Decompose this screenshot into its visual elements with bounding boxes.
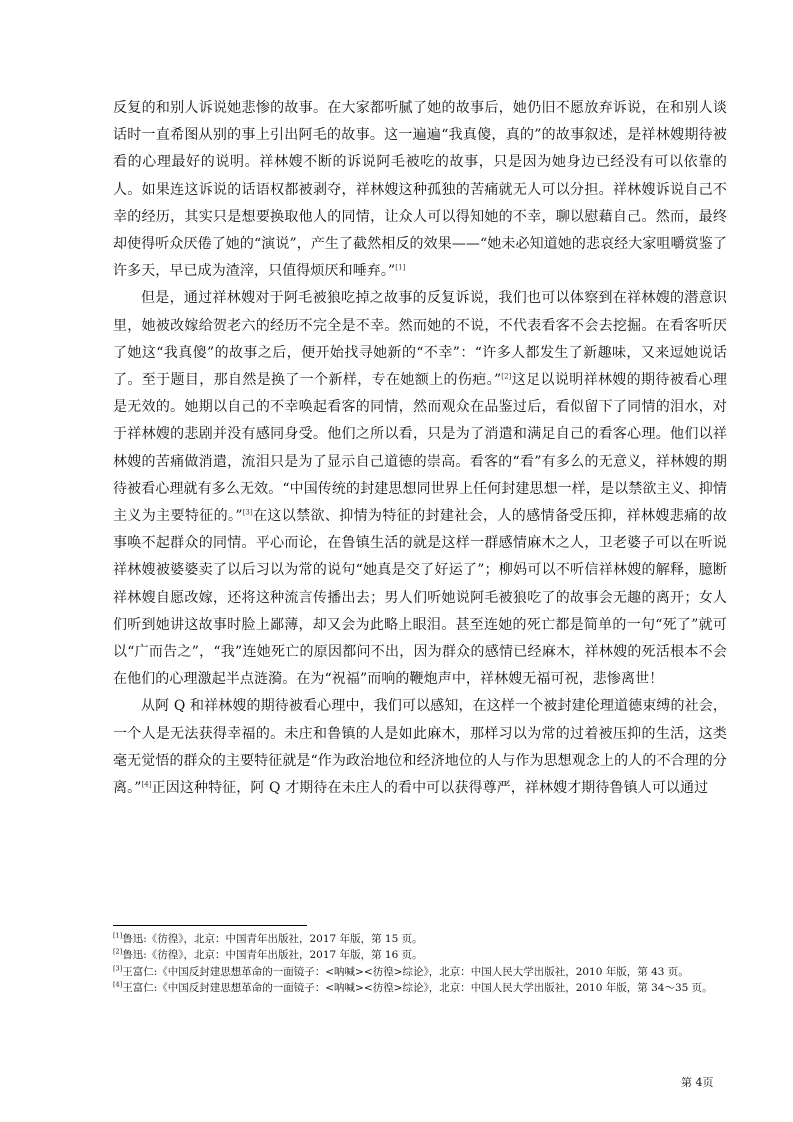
footnote-item <box>113 947 727 963</box>
footnotes <box>113 931 727 996</box>
paragraph-text: 在这以禁欲、抑情为特征的封建社会，人的感情备受压抑，祥林嫂悲痛的故事唤不起群众的同情。平心而论，在鲁镇生活的就是这样一群感情麻木之人，卫老婆子可以在听说祥林嫂被婆婆卖了以后习以为常的说句“她真是交了好运了”；柳妈可以不听信祥林嫂的解释，臆断祥林嫂自愿改嫁，还将这种流言传播出去；男人们听她说阿毛被狼吃了的故事会无趣的离开；女人们听到她讲这故事时脸上鄙薄，却又会为此略上眼泪。甚至连她的死亡都是简单的一句“死了”就可以“广而告之”，“我”连她死亡的原因都问不出，因为群众的感情已经麻木，祥林嫂的死活根本不会在他们的心理激起半点涟漪。在为“祝福”而响的鞭炮声中，祥林嫂无福可祝，悲惨离世！ <box>113 508 727 688</box>
paragraph-text: 反复的和别人诉说她悲惨的故事。在大家都听腻了她的故事后，她仍旧不愿放弃诉说，在和别人谈话时一直希图从别的事上引出阿毛的故事。这一遍遍“我真傻，真的”的故事叙述，是祥林嫂期待被看的心理最好的说明。祥林嫂不断的诉说阿毛被吃的故事，只是因为她身边已经没有可以依靠的人。如果连这诉说的话语权都被剥夺，祥林嫂这种孤独的苦痛就无人可以分担。祥林嫂诉说自己不幸的经历，其实只是想要换取他人的同情，让众人可以得知她的不幸，聊以慰藉自己。然而，最终却使得听众厌倦了她的“演说”，产生了截然相反的效果——“她未必知道她的悲哀经大家咀嚼赏鉴了许多天，早已成为渣滓，只值得烦厌和唾弃。” <box>113 100 727 280</box>
body-paragraph <box>113 285 727 693</box>
body-paragraph <box>113 693 727 802</box>
footnote-text: 王富仁:《中国反封建思想革命的一面镜子：<呐喊><彷徨>综论》，北京：中国人民大学出版社，2010 年版，第 34～35 页。 <box>122 981 713 994</box>
footnote-reference[interactable]: [1] <box>395 263 406 272</box>
body-paragraph <box>113 95 727 285</box>
footnote-item <box>113 980 727 996</box>
paragraph-text: 正因这种特征，阿 Q 才期待在未庄人的看中可以获得尊严，祥林嫂才期待鲁镇人可以通过 <box>151 780 709 797</box>
footnote-item <box>113 931 727 947</box>
footnote-reference[interactable]: [2] <box>501 372 512 381</box>
footnote-marker: [2] <box>113 947 123 956</box>
footnote-marker: [1] <box>113 931 123 940</box>
footnote-item <box>113 964 727 980</box>
footnote-marker: [3] <box>113 964 123 973</box>
body-text <box>113 95 727 802</box>
footnote-marker: [4] <box>113 980 123 989</box>
footnote-text: 鲁迅:《彷徨》，北京：中国青年出版社，2017 年版，第 15 页。 <box>122 933 423 945</box>
paragraph-text: 从阿 Q 和祥林嫂的期待被看心理中，我们可以感知，在这样一个被封建伦理道德束缚的社会，一个人是无法获得幸福的。未庄和鲁镇的人是如此麻木，那样习以为常的过着被压抑的生活，这类毫无觉悟的群众的主要特征就是“作为政治地位和经济地位的人与作为思想观念上的人的不合理的分离。” <box>113 698 727 797</box>
footnote-text: 鲁迅:《彷徨》，北京：中国青年出版社，2017 年版，第 16 页。 <box>122 949 423 962</box>
paragraph-text: 但是，通过祥林嫂对于阿毛被狼吃掉之故事的反复诉说，我们也可以体察到在祥林嫂的潜意识里，她被改嫁给贺老六的经历不完全是不幸。然而她的不说，不代表看客不会去挖掘。在看客听厌了她这“我真傻”的故事之后，便开始找寻她新的“不幸”：“许多人都发生了新趣味，又来逗她说话了。至于题目，那自然是换了一个新样，专在她额上的伤疤。” <box>113 290 727 389</box>
paragraph-text: 这足以说明祥林嫂的期待被看心理是无效的。她期以自己的不幸唤起看客的同情，然而观众在品鉴过后，看似留下了同情的泪水，对于祥林嫂的悲剧并没有感同身受。他们之所以看，只是为了消遣和满足自己的看客心理。他们以祥林嫂的苦痛做消遣，流泪只是为了显示自己道德的崇高。看客的“看”有多么的无意义，祥林嫂的期待被看心理就有多么无效。“中国传统的封建思想同世界上任何封建思想一样，是以禁欲主义、抑情主义为主要特征的。” <box>113 372 727 525</box>
footnote-divider <box>113 925 307 926</box>
footnote-reference[interactable]: [4] <box>141 780 152 789</box>
footnote-text: 王富仁:《中国反封建思想革命的一面镜子：<呐喊><彷徨>综论》，北京：中国人民大学出版社，2010 年版，第 43 页。 <box>122 965 689 978</box>
page-number: 第 4页 <box>681 1076 714 1089</box>
footnote-reference[interactable]: [3] <box>242 508 253 517</box>
